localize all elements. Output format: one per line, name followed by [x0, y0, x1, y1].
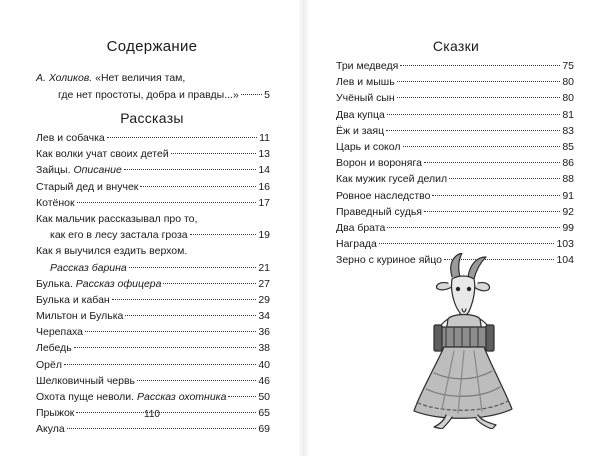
toc-entry[interactable] — [336, 155, 574, 171]
dot-leader — [397, 97, 561, 98]
toc-entry[interactable] — [36, 308, 270, 324]
toc-entry-title — [36, 357, 62, 373]
toc-entry-subtitle: Рассказ барина — [50, 261, 127, 274]
toc-entry-main-title: Прыжок — [36, 407, 75, 420]
toc-entry[interactable] — [36, 292, 270, 308]
toc-entry[interactable] — [336, 139, 574, 155]
toc-entry-main-title: Три медведя — [336, 60, 399, 72]
toc-entry-page-number: 81 — [562, 108, 574, 121]
toc-entry-main-title: Как мальчик рассказывал про то, — [36, 212, 198, 225]
toc-entry-title — [336, 58, 398, 74]
toc-entry[interactable] — [36, 260, 270, 276]
toc-entry-subtitle: Рассказ охотника — [137, 391, 227, 403]
toc-entry-title — [336, 107, 385, 123]
toc-entry[interactable] — [336, 90, 574, 106]
toc-entry-page-number: 14 — [258, 164, 270, 177]
toc-entry-title — [336, 90, 395, 106]
toc-entry-main-title: Котёнок — [36, 196, 75, 209]
contents-heading: Содержание — [106, 38, 198, 55]
dot-leader — [67, 428, 257, 429]
toc-entry-main-title: Охота пуще неволи. — [36, 391, 135, 403]
toc-entry-title — [336, 171, 447, 187]
toc-entry-page-number: 17 — [258, 196, 270, 209]
intro-author: А. Холиков. — [36, 72, 93, 84]
toc-entry-title — [36, 179, 138, 195]
toc-entry[interactable] — [36, 227, 270, 243]
toc-entry-main-title: Лев и собачка — [36, 132, 105, 144]
intro-page-number: 5 — [264, 89, 270, 101]
toc-entry[interactable] — [36, 162, 270, 178]
toc-entry[interactable] — [36, 421, 270, 437]
dot-leader — [171, 153, 257, 154]
toc-entry-page-number: 29 — [258, 293, 270, 306]
toc-entry[interactable] — [36, 211, 270, 227]
toc-entry-main-title: Орёл — [36, 358, 62, 371]
toc-entry-title — [36, 340, 72, 356]
dot-leader — [107, 137, 257, 138]
toc-entry-main-title: Два брата — [336, 221, 386, 234]
toc-entry-title — [36, 308, 123, 324]
dot-leader — [400, 65, 560, 66]
toc-entry-page-number: 92 — [562, 205, 574, 218]
toc-entry-title — [36, 162, 122, 178]
stories-toc-list — [36, 130, 270, 438]
toc-entry-title — [50, 227, 188, 243]
toc-entry-page-number: 80 — [562, 76, 574, 89]
toc-entry-main-title: Ворон и вороняга — [336, 157, 422, 170]
toc-entry[interactable] — [336, 58, 574, 74]
dot-leader — [163, 283, 256, 284]
toc-entry-page-number: 38 — [258, 342, 270, 355]
toc-entry-main-title: Ёж и заяц — [336, 124, 385, 137]
dot-leader — [190, 234, 257, 235]
toc-entry-title — [36, 421, 65, 437]
toc-entry-main-title: Праведный судья — [336, 205, 422, 218]
dot-leader — [228, 396, 256, 397]
dot-leader — [449, 178, 560, 179]
toc-entry-page-number: 91 — [562, 189, 574, 202]
dot-leader — [74, 347, 257, 348]
toc-entry-page-number: 85 — [562, 140, 574, 153]
toc-entry-title — [336, 123, 384, 139]
toc-entry[interactable] — [336, 236, 574, 252]
toc-entry-title — [36, 130, 105, 146]
dot-leader — [386, 130, 560, 131]
toc-entry-title — [36, 276, 161, 292]
page-number-folio: 110 — [144, 409, 160, 420]
dot-leader — [379, 243, 555, 244]
toc-entry[interactable] — [336, 74, 574, 90]
toc-entry-main-title: Учёный сын — [336, 92, 395, 105]
dot-leader — [129, 267, 257, 268]
toc-entry-page-number: 11 — [259, 132, 270, 144]
toc-entry-main-title: Зерно с куриное яйцо — [336, 254, 442, 267]
toc-entry-page-number: 80 — [562, 92, 574, 105]
toc-entry-page-number: 16 — [258, 180, 270, 193]
toc-entry[interactable] — [36, 130, 270, 146]
toc-entry-title — [50, 260, 127, 276]
toc-entry-page-number: 99 — [562, 221, 574, 234]
dot-leader — [124, 169, 257, 170]
dot-leader — [241, 94, 262, 95]
toc-entry-page-number: 21 — [258, 261, 270, 274]
toc-entry-page-number: 69 — [258, 423, 270, 436]
toc-entry[interactable] — [336, 123, 574, 139]
intro-entry[interactable] — [36, 70, 270, 104]
toc-entry-page-number: 46 — [258, 374, 270, 387]
toc-entry-main-title: Как я выучился ездить верхом. — [36, 245, 188, 258]
toc-entry-page-number: 27 — [258, 277, 270, 290]
toc-entry-page-number: 86 — [562, 157, 574, 170]
toc-entry-title — [36, 211, 197, 227]
toc-entry-page-number: 88 — [562, 173, 574, 186]
toc-entry[interactable] — [336, 204, 574, 220]
toc-entry-title — [36, 292, 110, 308]
toc-entry[interactable] — [336, 220, 574, 236]
toc-entry-main-title: Зайцы. — [36, 164, 71, 177]
toc-entry-title — [36, 389, 226, 405]
toc-entry[interactable] — [36, 276, 270, 292]
toc-entry-main-title: Награда — [336, 238, 377, 251]
intro-title-line-2: где нет простоты, добра и правды...» — [58, 89, 239, 101]
toc-entry[interactable] — [36, 195, 270, 211]
toc-entry-main-title: Как мужик гусей делил — [336, 173, 448, 186]
dot-leader — [85, 331, 256, 332]
toc-entry-page-number: 40 — [258, 358, 270, 371]
toc-entry-page-number: 50 — [258, 391, 270, 403]
toc-entry-main-title: как его в лесу застала гроза — [50, 229, 188, 242]
stories-section-heading: Рассказы — [120, 110, 184, 126]
toc-entry-page-number: 19 — [258, 229, 270, 242]
toc-entry-main-title: Шелковичный червь — [36, 374, 136, 387]
toc-entry-title — [336, 139, 401, 155]
toc-entry-page-number: 104 — [556, 254, 574, 267]
toc-entry-main-title: Два купца — [336, 108, 385, 121]
toc-entry[interactable] — [336, 171, 574, 187]
toc-entry-title — [336, 236, 377, 252]
toc-entry[interactable] — [36, 389, 270, 405]
toc-entry-main-title: Акула — [36, 423, 65, 436]
toc-entry-main-title: Булька и кабан — [36, 293, 110, 306]
dot-leader — [140, 186, 256, 187]
toc-entry-title — [336, 188, 430, 204]
toc-entry-title — [336, 155, 422, 171]
toc-entry-main-title: Лебедь — [36, 342, 72, 355]
toc-entry-title — [336, 220, 385, 236]
toc-entry-main-title: Лев и мышь — [336, 76, 395, 89]
toc-entry-title — [36, 324, 83, 340]
toc-entry-subtitle: Описание — [73, 164, 122, 177]
toc-entry[interactable] — [36, 324, 270, 340]
toc-entry-main-title: Ровное наследство — [336, 189, 431, 202]
dot-leader — [432, 195, 560, 196]
toc-entry-title — [36, 243, 187, 259]
toc-entry-main-title: Булька. — [36, 277, 73, 290]
toc-entry-title — [36, 373, 135, 389]
toc-entry-main-title: Черепаха — [36, 326, 84, 339]
dot-leader — [137, 380, 256, 381]
dot-leader — [424, 162, 560, 163]
toc-entry-title — [336, 204, 422, 220]
dot-leader — [387, 227, 560, 228]
toc-entry-page-number: 36 — [258, 326, 270, 339]
toc-entry-title — [36, 146, 169, 162]
toc-entry-main-title: Царь и сокол — [336, 140, 401, 153]
dot-leader — [112, 299, 257, 300]
toc-entry-title — [336, 74, 395, 90]
dot-leader — [387, 114, 560, 115]
toc-entry-page-number: 65 — [258, 407, 270, 420]
dot-leader — [424, 211, 560, 212]
toc-entry[interactable] — [36, 340, 270, 356]
toc-entry[interactable] — [36, 146, 270, 162]
toc-entry-title — [36, 195, 75, 211]
toc-entry-page-number: 75 — [562, 60, 574, 72]
toc-entry-page-number: 13 — [258, 148, 270, 161]
dot-leader — [397, 81, 561, 82]
toc-entry-page-number: 34 — [258, 310, 270, 323]
toc-entry[interactable] — [36, 373, 270, 389]
dot-leader — [125, 315, 256, 316]
dot-leader — [64, 364, 256, 365]
tales-toc-list — [336, 58, 574, 268]
tales-section-heading: Сказки — [432, 38, 480, 54]
toc-entry-page-number: 83 — [562, 124, 574, 137]
toc-entry[interactable] — [36, 179, 270, 195]
toc-entry-subtitle: Рассказ офицера — [75, 277, 162, 290]
dot-leader — [77, 202, 257, 203]
toc-entry[interactable] — [36, 357, 270, 373]
toc-entry-page-number: 103 — [556, 238, 574, 251]
intro-title-line-1: «Нет величия там, — [95, 72, 186, 84]
dot-leader — [403, 146, 561, 147]
goat-playing-accordion-illustration — [408, 253, 518, 429]
toc-entry[interactable] — [336, 188, 574, 204]
toc-entry-main-title: Старый дед и внучек — [36, 180, 139, 193]
toc-entry[interactable] — [336, 107, 574, 123]
toc-entry[interactable] — [36, 243, 270, 259]
toc-entry-main-title: Как волки учат своих детей — [36, 148, 169, 161]
toc-entry-main-title: Мильтон и Булька — [36, 310, 124, 323]
